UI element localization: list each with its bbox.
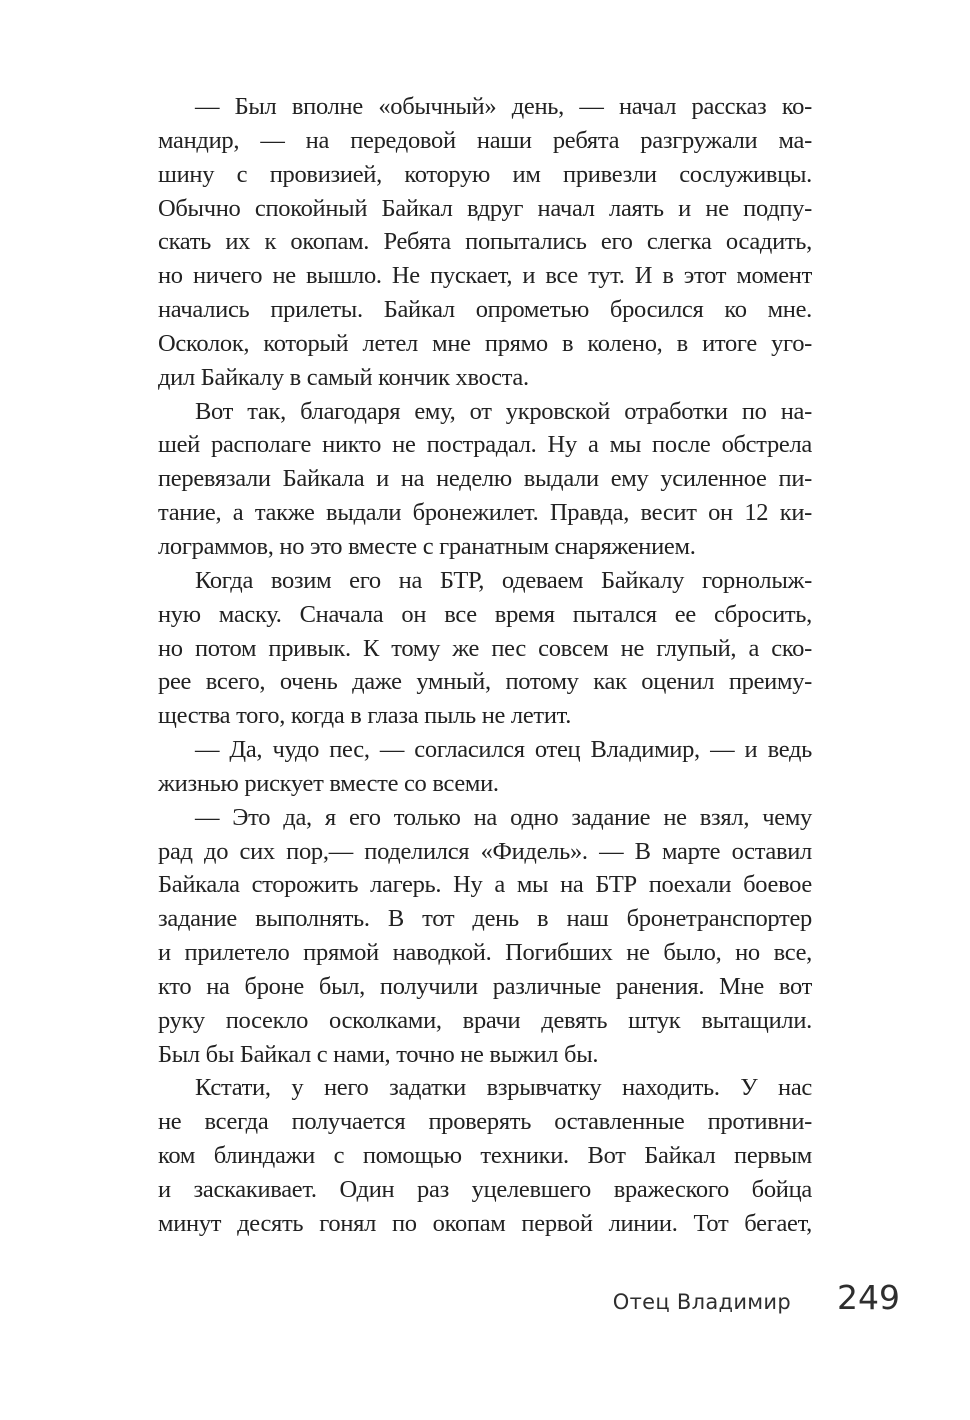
text-line: Обычно спокойный Байкал вдруг начал лаять и не подпу-	[158, 194, 812, 222]
text-line: шину с провизией, которую им привезли сослуживцы.	[158, 160, 812, 188]
text-line: Был бы Байкал с нами, точно не выжил бы.	[158, 1040, 599, 1068]
text-line: Байкала сторожить лагерь. Ну а мы на БТР поехали боевое	[158, 871, 812, 899]
text-line: мандир, — на передовой наши ребята разгружали ма-	[158, 126, 812, 154]
text-line: но ничего не вышло. Не пускает, и все тут. И в этот момент	[158, 262, 812, 290]
text-line: Кстати, у него задатки взрывчатку находить. У нас	[195, 1074, 812, 1102]
text-line: ную маску. Сначала он все время пытался ее сбросить,	[158, 600, 812, 628]
text-line: Когда возим его на БТР, одеваем Байкалу горнолыж-	[195, 566, 812, 594]
text-line: тание, а также выдали бронежилет. Правда, весит он 12 ки-	[158, 499, 812, 527]
text-line: не всегда получается проверять оставленные противни-	[158, 1108, 812, 1136]
text-line: — Это да, я его только на одно задание не взял, чему	[195, 803, 812, 831]
text-line: — Был вполне «обычный» день, — начал рассказ ко-	[195, 93, 812, 120]
page-footer	[158, 1278, 900, 1317]
text-line: дил Байкалу в самый кончик хвоста.	[158, 363, 529, 391]
text-line: но потом привык. К тому же пес совсем не глупый, а ско-	[158, 634, 812, 662]
text-line: шей располаге никто не пострадал. Ну а мы после обстрела	[158, 431, 812, 459]
text-line: перевязали Байкала и на неделю выдали ему усиленное пи-	[158, 465, 812, 493]
text-line: ком блиндажи с помощью техники. Вот Байкал первым	[158, 1142, 812, 1170]
text-line: руку посекло осколками, врачи девять штук вытащили.	[158, 1006, 812, 1034]
text-line: минут десять гонял по окопам первой линии. Тот бегает,	[158, 1209, 812, 1237]
running-title: Отец Владимир	[612, 1290, 791, 1314]
text-line: начались прилеты. Байкал опрометью бросился ко мне.	[158, 296, 812, 324]
text-line: Вот так, благодаря ему, от укровской отработки по на-	[195, 397, 812, 425]
text-line: и заскакивает. Один раз уцелевшего вражеского бойца	[158, 1176, 812, 1203]
text-line: скать их к окопам. Ребята попытались его слегка осадить,	[158, 228, 812, 256]
text-block	[158, 90, 812, 1241]
text-line: — Да, чудо пес, — согласился отец Владимир, — и ведь	[195, 736, 812, 764]
text-line: лограммов, но это вместе с гранатным снаряжением.	[158, 532, 696, 560]
text-line: рее всего, очень даже умный, потому как оценил преиму-	[158, 668, 812, 696]
text-line: задание выполнять. В тот день в наш бронетранспортер	[158, 905, 812, 933]
page-number: 249	[837, 1278, 900, 1317]
text-line: жизнью рискует вместе со всеми.	[158, 769, 499, 797]
text-line: рад до сих пор,— поделился «Фидель». — В марте оставил	[158, 837, 812, 865]
text-line: и прилетело прямой наводкой. Погибших не было, но все,	[158, 939, 812, 967]
text-line: щества того, когда в глаза пыль не летит.	[158, 702, 572, 730]
text-line: Осколок, который летел мне прямо в колено, в итоге уго-	[158, 329, 812, 357]
text-line: кто на броне был, получили различные ранения. Мне вот	[158, 972, 812, 1000]
